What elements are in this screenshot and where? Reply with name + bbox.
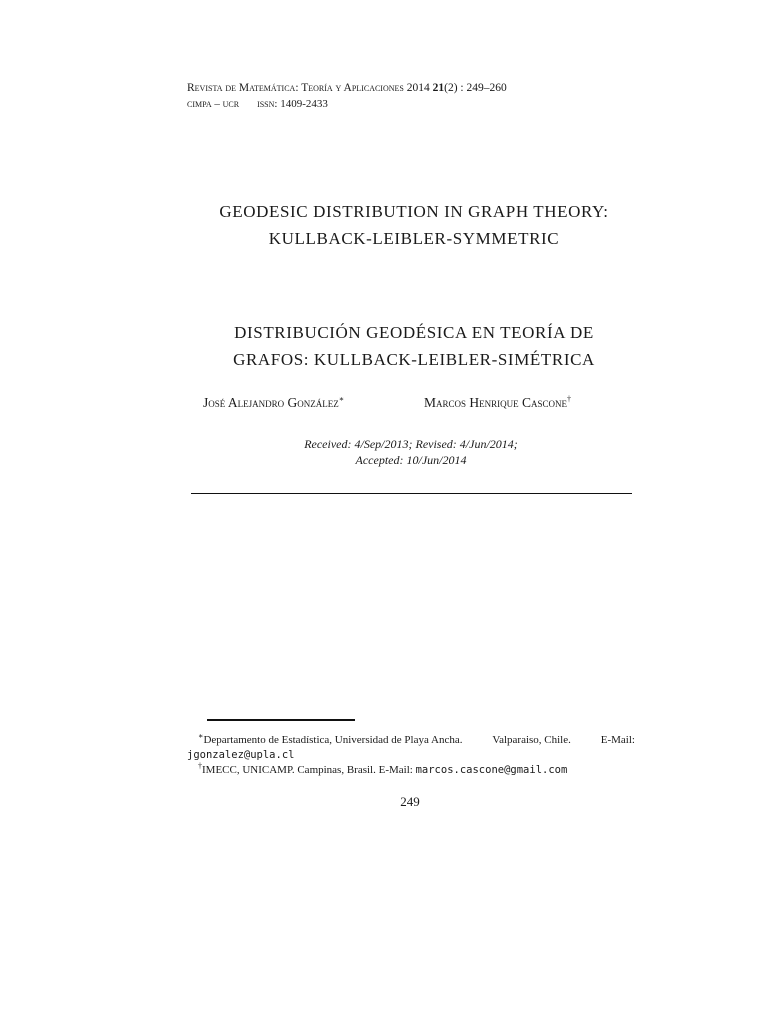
- title-english-line-1: GEODESIC DISTRIBUTION IN GRAPH THEORY:: [219, 202, 609, 221]
- footnote-2-email[interactable]: marcos.cascone@gmail.com: [415, 764, 568, 776]
- footnote-divider: [207, 719, 355, 721]
- author-2-name: Marcos Henrique Cascone: [424, 395, 568, 410]
- footnote-2: [187, 763, 635, 778]
- issn-number: 1409-2433: [280, 98, 328, 110]
- title-english-line-2: KULLBACK-LEIBLER-SYMMETRIC: [268, 229, 560, 248]
- dates-line-1: Received: 4/Sep/2013; Revised: 4/Jun/2014;: [304, 437, 518, 451]
- dates-line-2: Accepted: 10/Jun/2014: [355, 453, 467, 467]
- journal-pages: : 249–260: [460, 82, 507, 94]
- journal-volume: 21: [432, 82, 445, 94]
- journal-header: [187, 82, 507, 94]
- author-1: [203, 395, 344, 411]
- author-1-name: José Alejandro González: [203, 395, 339, 410]
- title-spanish-line-1: DISTRIBUCIÓN GEODÉSICA EN TEORÍA DE: [234, 323, 594, 342]
- author-2-footnote-mark: †: [567, 394, 572, 404]
- journal-name: Revista de Matemática: Teoría y Aplicaciones: [187, 82, 404, 94]
- page-number: 249: [400, 794, 420, 809]
- footnote-1-email[interactable]: jgonzalez@upla.cl: [187, 749, 295, 761]
- footnotes: [187, 733, 635, 778]
- header-divider: [191, 493, 632, 494]
- journal-year: 2014: [406, 82, 430, 94]
- footnote-1: [187, 733, 635, 748]
- footnote-2-mark: †: [198, 761, 202, 771]
- footnote-1-affiliation: Departamento de Estadística, Universidad de Playa Ancha.: [203, 734, 463, 746]
- title-spanish: [0, 319, 768, 373]
- publisher-line: [187, 98, 328, 110]
- footnote-1-mark: ∗: [198, 731, 204, 741]
- footnote-1-location: Valparaiso, Chile.: [492, 734, 571, 746]
- title-spanish-line-2: GRAFOS: KULLBACK-LEIBLER-SIMÉTRICA: [233, 350, 595, 369]
- footnote-1-email-label: E-Mail:: [600, 734, 635, 746]
- publisher: cimpa – ucr: [187, 98, 240, 110]
- title-english: [0, 198, 768, 252]
- journal-issue: (2): [444, 82, 458, 94]
- submission-dates: [0, 436, 768, 468]
- issn-label: issn:: [257, 98, 278, 110]
- author-1-footnote-mark: ∗: [338, 394, 345, 404]
- author-2: [424, 395, 571, 411]
- footnote-2-affiliation: IMECC, UNICAMP. Campinas, Brasil. E-Mail:: [202, 764, 413, 776]
